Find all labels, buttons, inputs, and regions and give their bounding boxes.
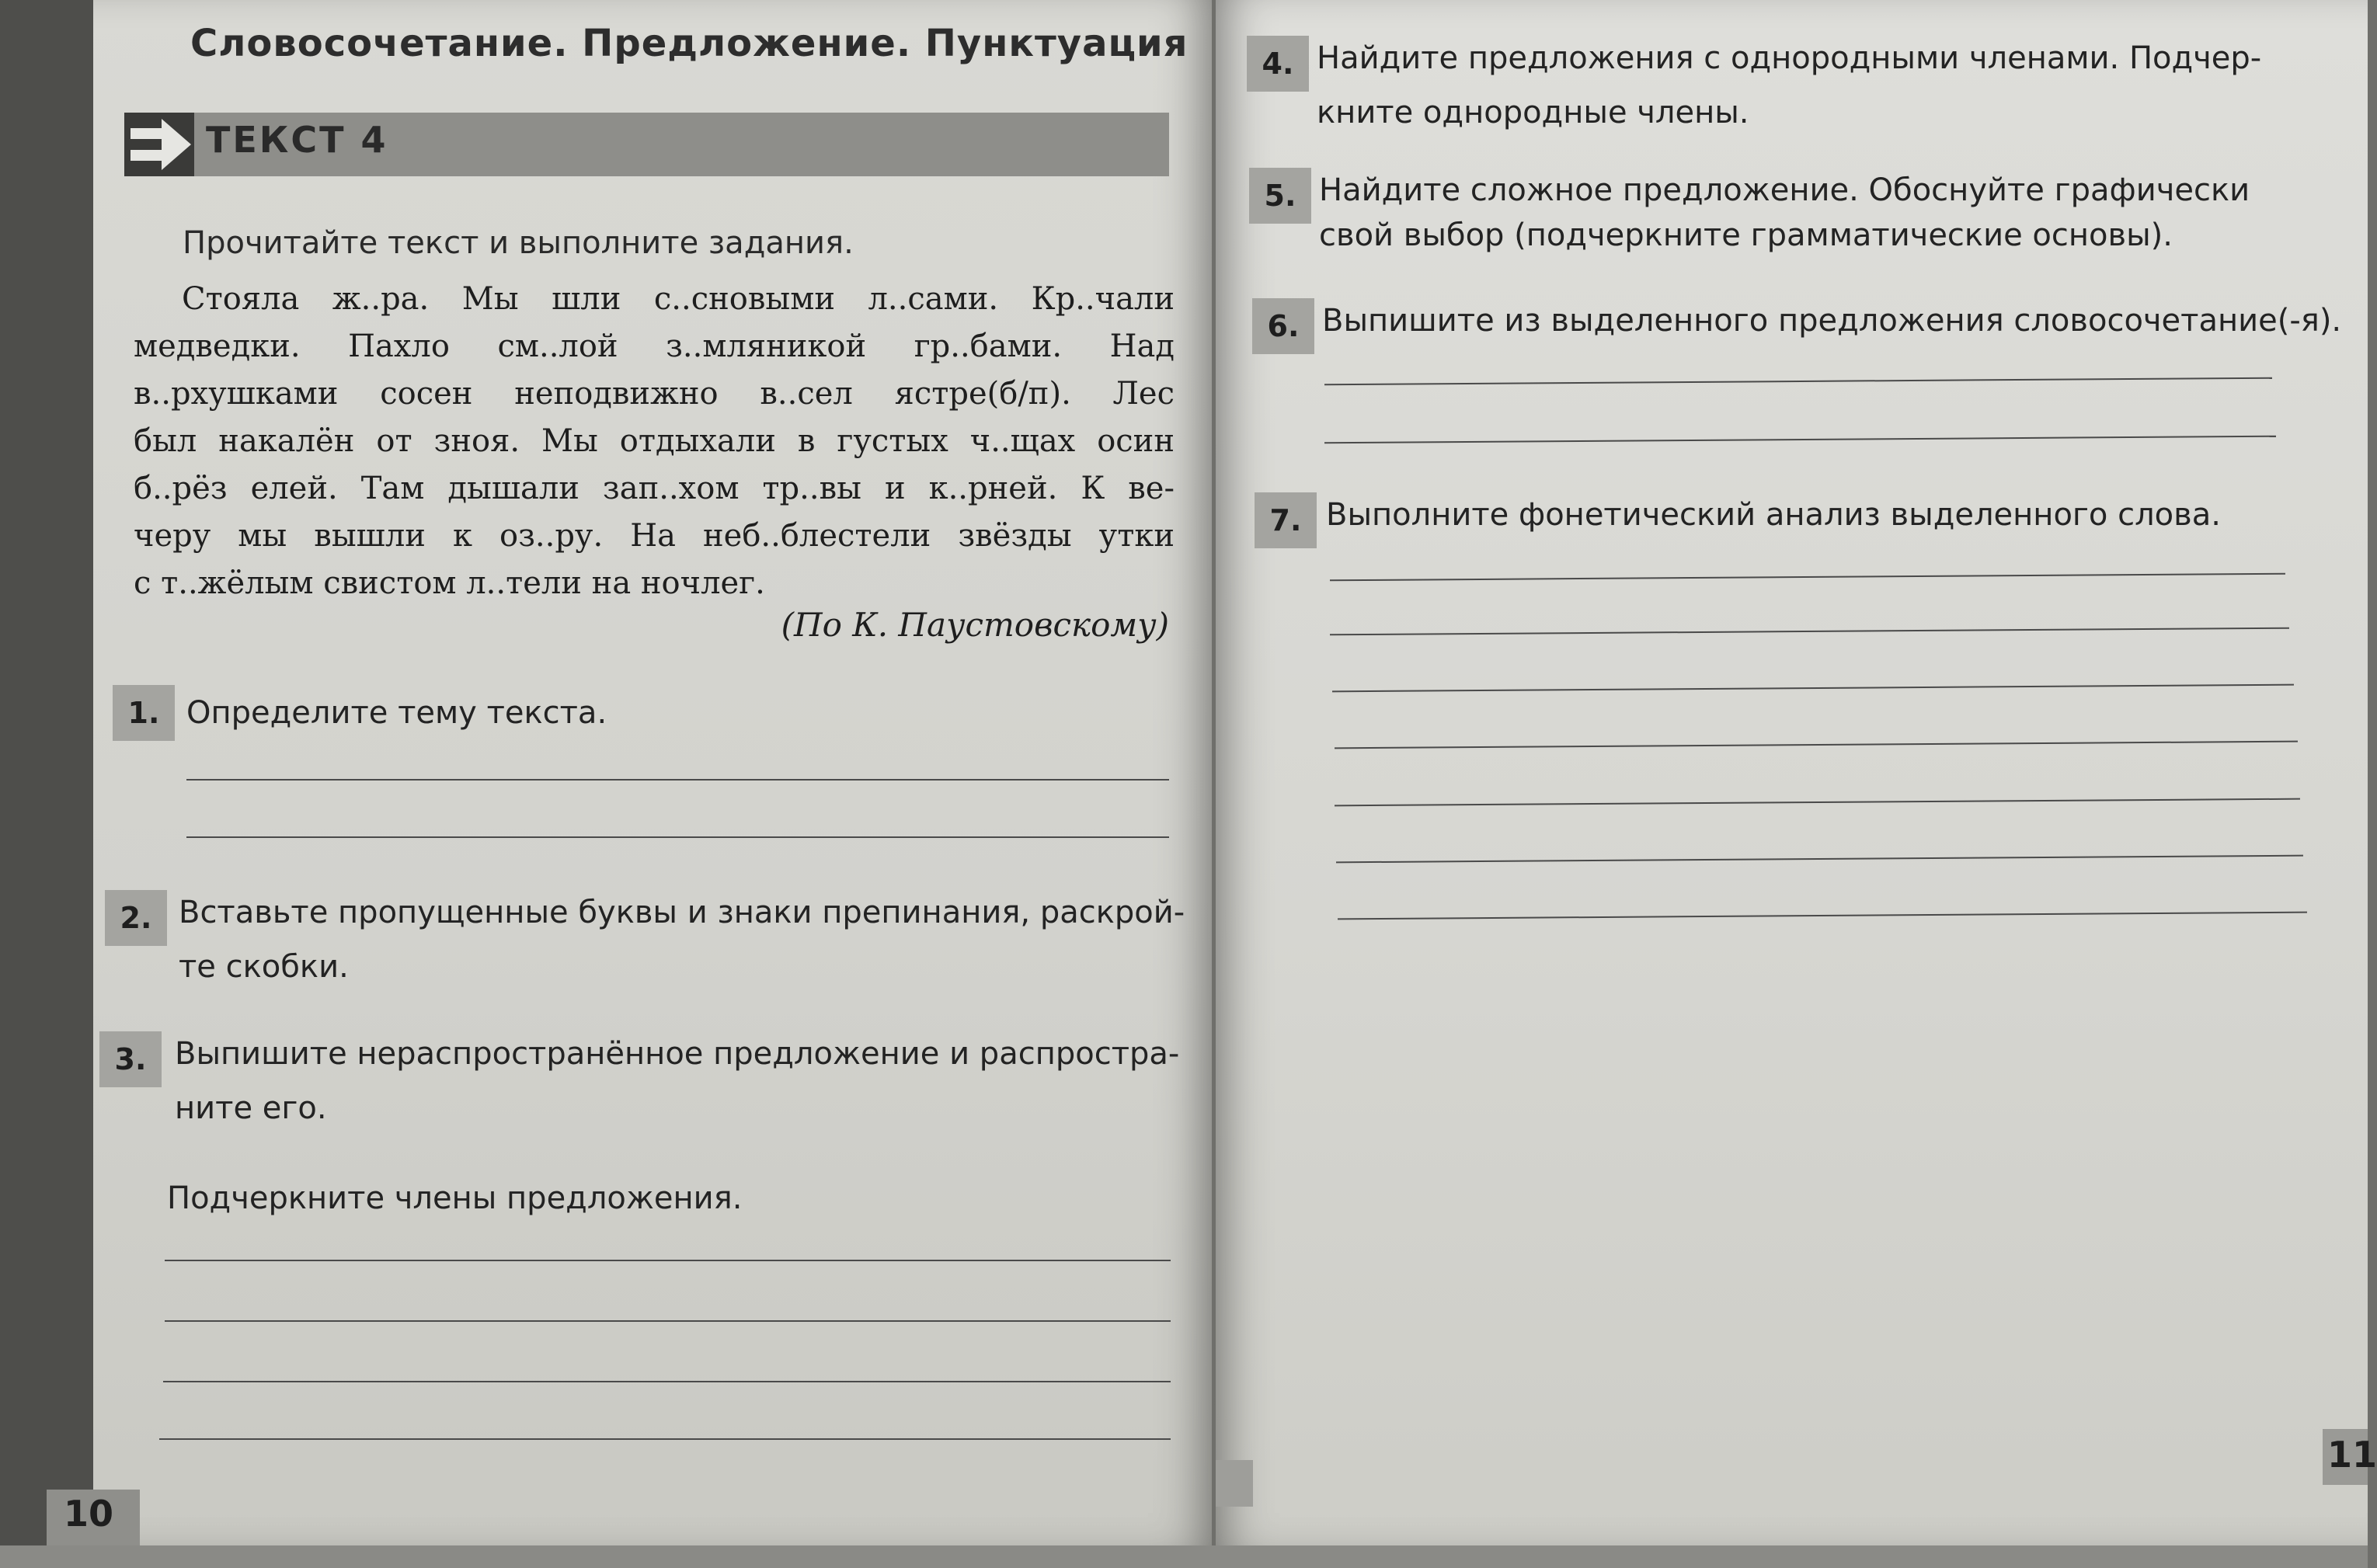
answer-line[interactable] [165,1260,1171,1261]
task-number-3: 3. [99,1031,162,1087]
answer-line[interactable] [186,836,1169,838]
task-number-4: 4. [1247,36,1309,92]
task-text-6: Выпишите из выделенного предложения словосочетание(-я). [1322,303,2342,339]
page-title: Словосочетание. Предложение. Пунктуация [190,22,1188,65]
arrow-icon [124,113,194,176]
task-text-4-line2: кните однородные члены. [1317,95,1749,130]
text-line: Стояла ж..ра. Мы шли с..сновыми л..сами. Кр..чали [182,281,1175,317]
task-text-7: Выполните фонетический анализ выделенного слова. [1326,497,2221,533]
task-text-5-line1: Найдите сложное предложение. Обоснуйте графически [1319,172,2250,208]
task-text-3-line2: ните его. [175,1090,327,1126]
instruction-text: Прочитайте текст и выполните задания. [183,225,854,261]
text-line: медведки. Пахло см..лой з..мляникой гр..бами. Над [134,329,1175,364]
text-line: с т..жёлым свистом л..тели на ночлег. [134,565,765,601]
task-number-5: 5. [1249,168,1311,224]
task-text-4-line1: Найдите предложения с однородными членами. Подчер- [1317,40,2262,76]
text-line: в..рхушками сосен неподвижно в..сел ястре(б/п). Лес [134,376,1175,412]
bottom-background [0,1545,2368,1568]
margin-marker [1216,1460,1253,1507]
task-text-1: Определите тему текста. [186,695,607,731]
task-text-3-line1: Выпишите нераспространённое предложение и распростра- [175,1036,1180,1072]
task-number-6: 6. [1252,298,1314,354]
text-line: б..рёз елей. Там дышали зап..хом тр..вы и к..рней. К ве- [134,471,1175,506]
banner-label: ТЕКСТ 4 [206,119,388,161]
author-attribution: (По К. Паустовскому) [781,606,1169,644]
text-line: черу мы вышли к оз..ру. На неб..блестели звёзды утки [134,518,1175,554]
task-number-7: 7. [1255,492,1317,548]
task-text-2-line1: Вставьте пропущенные буквы и знаки препинания, раскрой- [179,895,1185,930]
task-text-2-line2: те скобки. [179,949,349,985]
underline-instruction: Подчеркните члены предложения. [167,1180,743,1216]
answer-line[interactable] [165,1320,1171,1322]
reading-text [134,276,1175,607]
answer-line[interactable] [159,1438,1171,1440]
text-line: был накалён от зноя. Мы отдыхали в густых ч..щах осин [134,423,1175,459]
task-text-5-line2: свой выбор (подчеркните грамматические основы). [1319,217,2173,253]
page-number-right: 11 [2327,1434,2377,1476]
page-number-left: 10 [64,1493,114,1535]
answer-line[interactable] [163,1381,1171,1382]
left-background [0,0,93,1568]
answer-line[interactable] [186,779,1169,781]
task-number-2: 2. [105,890,167,946]
task-number-1: 1. [113,685,175,741]
